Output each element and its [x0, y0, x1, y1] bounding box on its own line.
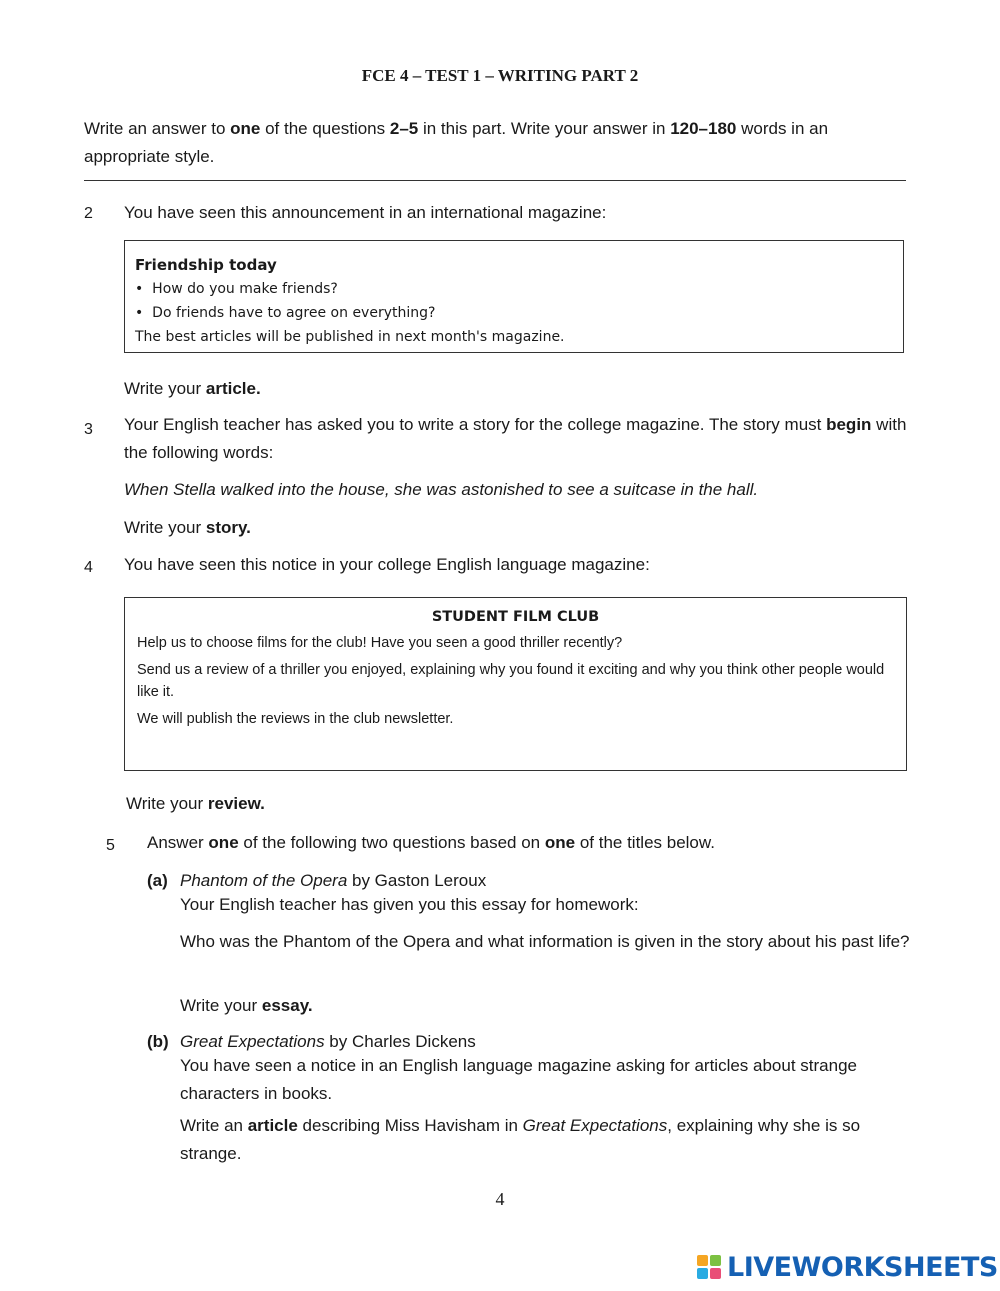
- announcement-bullet: • Do friends have to agree on everything?: [135, 305, 436, 321]
- notice-box: [124, 597, 907, 771]
- instructions: Write an answer to one of the questions 2–5 in this part. Write your answer in 120–180 words in an appropriate style.: [84, 119, 829, 166]
- question-2-instruction: Write your article.: [124, 379, 261, 398]
- notice-line: We will publish the reviews in the club newsletter.: [137, 711, 454, 727]
- option-a-line: Your English teacher has given you this essay for homework:: [180, 895, 639, 914]
- question-4-text: You have seen this notice in your college English language magazine:: [124, 555, 650, 574]
- question-number-5: 5: [106, 837, 115, 854]
- question-2-text: You have seen this announcement in an international magazine:: [124, 203, 607, 222]
- question-number-3: 3: [84, 421, 93, 438]
- option-b-line: You have seen a notice in an English language magazine asking for articles about strange characters in books.: [180, 1056, 857, 1103]
- option-a-title: Phantom of the Opera by Gaston Leroux: [180, 871, 487, 890]
- notice-line: Send us a review of a thriller you enjoyed, explaining why you found it exciting and why you think other people would like it.: [137, 662, 885, 700]
- option-b-instruction: Write an article describing Miss Havisham in Great Expectations, explaining why she is so strange.: [180, 1116, 861, 1163]
- option-a-instruction: Write your essay.: [180, 996, 313, 1015]
- question-number-4: 4: [84, 559, 93, 576]
- notice-heading: STUDENT FILM CLUB: [431, 609, 600, 625]
- announcement-heading: Friendship today: [135, 256, 277, 274]
- question-5-text: Answer one of the following two questions based on one of the titles below.: [147, 833, 715, 852]
- page-title: FCE 4 – TEST 1 – WRITING PART 2: [361, 66, 639, 85]
- question-4-instruction: Write your review.: [126, 794, 265, 813]
- question-number-2: 2: [84, 205, 93, 222]
- question-3-text: Your English teacher has asked you to write a story for the college magazine. The story must begin with the following words:: [124, 415, 907, 462]
- liveworksheets-logo-icon: [697, 1255, 721, 1279]
- option-b-title: Great Expectations by Charles Dickens: [180, 1032, 476, 1051]
- story-opening-line: When Stella walked into the house, she was astonished to see a suitcase in the hall.: [124, 480, 759, 499]
- announcement-footer: The best articles will be published in next month's magazine.: [135, 329, 565, 345]
- logo-text: LIVEWORKSHEETS: [727, 1251, 998, 1283]
- announcement-box: [124, 240, 904, 353]
- liveworksheets-logo: [697, 1252, 998, 1282]
- question-3-instruction: Write your story.: [124, 518, 251, 537]
- option-b-label: (b): [147, 1032, 169, 1051]
- page-number: 4: [495, 1189, 505, 1209]
- option-a-question: Who was the Phantom of the Opera and what information is given in the story about his past life?: [180, 932, 910, 951]
- divider: [84, 180, 906, 181]
- option-a-label: (a): [147, 871, 168, 890]
- notice-line: Help us to choose films for the club! Have you seen a good thriller recently?: [137, 635, 623, 651]
- announcement-bullet: • How do you make friends?: [135, 281, 338, 297]
